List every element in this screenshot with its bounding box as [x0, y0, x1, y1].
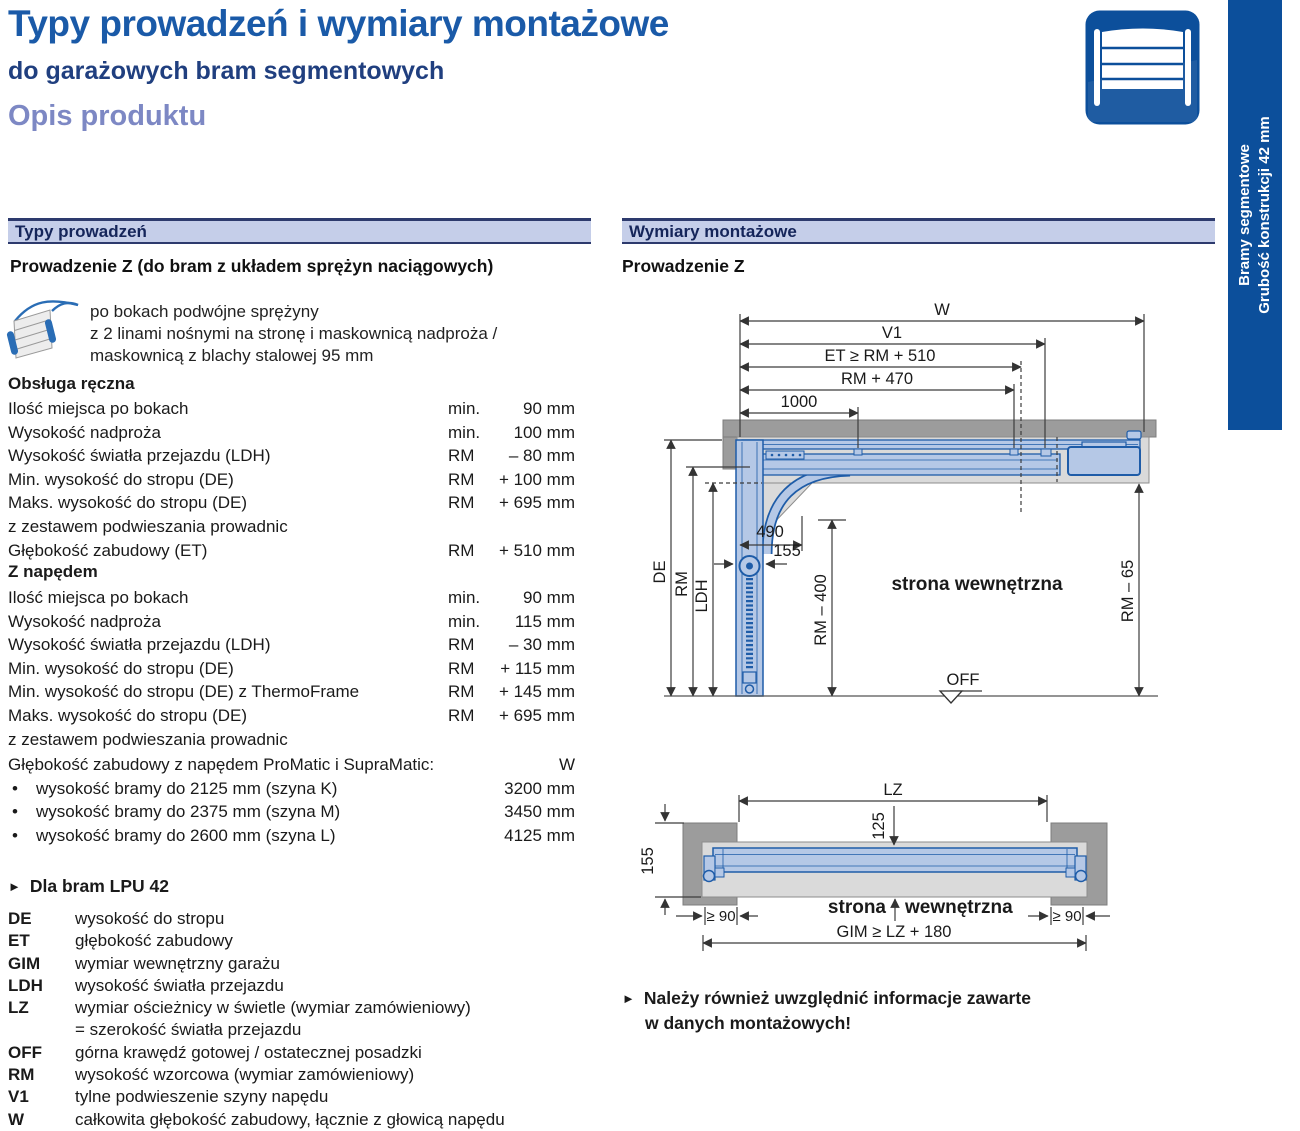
row-value: + 145 mm [498, 682, 575, 702]
row-label: Ilość miejsca po bokach [8, 588, 189, 607]
door-panel [736, 440, 763, 696]
legend-abbr: LZ [8, 998, 29, 1018]
legend-row [8, 908, 505, 930]
tilting-door-icon [4, 294, 82, 379]
row-value: + 100 mm [498, 469, 575, 489]
right-subheading: Prowadzenie Z [622, 256, 745, 276]
bullet-icon: • [12, 802, 18, 822]
table-row [8, 444, 575, 468]
row-ref: min. [448, 611, 481, 631]
list-item [8, 800, 575, 824]
manual-section-title: Obsługa ręczna [8, 374, 135, 393]
legend-row [8, 1109, 505, 1131]
abbreviation-legend [8, 908, 505, 1131]
note-line2: w danych montażowych! [645, 1013, 852, 1033]
triangle-marker-icon: ► [622, 991, 635, 1006]
row-label: wysokość bramy do 2600 mm (szyna L) [36, 825, 336, 845]
table-row-continuation [8, 728, 575, 752]
table-row [8, 657, 575, 681]
table-row [8, 539, 575, 563]
page-subtitle: do garażowych bram segmentowych [8, 57, 445, 85]
list-item [8, 777, 575, 801]
legend-desc: wymiar ościeżnicy w świetle (wymiar zamówieniowy) [75, 998, 471, 1018]
depth-table [8, 753, 575, 847]
legend-row [8, 930, 505, 952]
row-value: + 695 mm [498, 705, 575, 725]
dim-label-ge90-right: ≥ 90 [1052, 908, 1082, 925]
legend-row [8, 1064, 505, 1086]
depth-intro: Głębokość zabudowy z napędem ProMatic i SupraMatic: [8, 755, 435, 774]
note-line1 [622, 986, 1031, 1011]
drive-section-title: Z napędem [8, 562, 98, 581]
row-value: 100 mm [513, 422, 575, 442]
legend-row-continuation [8, 1019, 505, 1041]
dim-label-v1: V1 [881, 324, 903, 342]
row-label: z zestawem podwieszania prowadnic [8, 729, 288, 749]
bullet-icon: • [12, 778, 18, 798]
track-description-line3: maskownicą z blachy stalowej 95 mm [90, 346, 374, 365]
row-ref: RM [448, 469, 475, 489]
row-ref: RM [448, 682, 475, 702]
legend-row [8, 953, 505, 975]
legend-row [8, 997, 505, 1019]
depth-intro-row [8, 753, 575, 777]
inner-side-label: strona wewnętrzna [891, 574, 1063, 595]
dim-label-1000: 1000 [780, 393, 818, 411]
legend-abbr: ET [8, 931, 30, 951]
row-label: Wysokość nadproża [8, 422, 161, 442]
plan-section-diagram [640, 778, 1110, 963]
row-ref: RM [448, 493, 475, 513]
row-label: wysokość bramy do 2375 mm (szyna M) [36, 802, 341, 822]
legend-abbr [8, 1019, 75, 1041]
legend-desc: wymiar wewnętrzny garażu [75, 953, 281, 973]
row-label: Wysokość nadproża [8, 611, 161, 631]
table-row [8, 704, 575, 728]
legend-abbr: V1 [8, 1087, 29, 1107]
row-ref: RM [448, 446, 475, 466]
depth-col-header: W [558, 755, 575, 774]
table-row [8, 680, 575, 704]
row-ref: min. [448, 588, 481, 607]
dim-label-155: 155 [773, 542, 801, 560]
row-value: 90 mm [523, 588, 575, 607]
row-ref: min. [448, 399, 481, 418]
legend-desc: górna krawędź gotowej / ostatecznej posadzki [75, 1042, 422, 1062]
page-title: Typy prowadzeń i wymiary montażowe [8, 3, 669, 44]
row-label: wysokość bramy do 2125 mm (szyna K) [36, 778, 338, 798]
legend-row [8, 975, 505, 997]
inner-side-label-2: wewnętrzna [905, 897, 1013, 918]
row-value: 4125 mm [504, 825, 575, 845]
side-section-diagram [640, 298, 1170, 719]
dim-label-gim: GIM ≥ LZ + 180 [836, 923, 952, 941]
dim-label-lz: LZ [883, 781, 903, 799]
track-description [90, 301, 497, 367]
manual-spec-table [8, 397, 575, 562]
dim-label-ldh: LDH [693, 579, 711, 613]
edge-tab-line1: Bramy segmentowe [1236, 144, 1253, 286]
legend-abbr: W [8, 1109, 25, 1129]
legend-desc: głębokość zabudowy [75, 931, 233, 951]
inner-side-label-1: strona [827, 897, 886, 918]
dim-label-ge90-left: ≥ 90 [706, 908, 736, 925]
dim-label-rm: RM [673, 571, 691, 597]
table-row [8, 610, 575, 634]
note-line1-text: Należy również uwzględnić informacje zawarte [643, 988, 1031, 1008]
row-label: Ilość miejsca po bokach [8, 399, 189, 418]
row-ref: min. [448, 422, 481, 442]
table-row [8, 633, 575, 657]
row-value: 3450 mm [504, 802, 575, 822]
row-value: + 115 mm [500, 658, 575, 678]
legend-abbr: DE [8, 909, 32, 928]
legend-desc: = szerokość światła przejazdu [75, 1020, 302, 1040]
legend-row [8, 1086, 505, 1108]
triangle-marker-icon: ► [8, 879, 21, 894]
row-value: – 30 mm [508, 635, 575, 655]
legend-desc: całkowita głębokość zabudowy, łącznie z głowicą napędu [75, 1109, 505, 1129]
legend-abbr: OFF [8, 1042, 42, 1062]
legend-desc: tylne podwieszenie szyny napędu [75, 1087, 329, 1107]
row-label: Wysokość światła przejazdu (LDH) [8, 446, 271, 466]
off-datum-label: OFF [946, 671, 980, 689]
dim-label-w: W [934, 301, 950, 319]
row-label: Maks. wysokość do stropu (DE) [8, 705, 248, 725]
row-label: Maks. wysokość do stropu (DE) [8, 493, 248, 513]
row-label: Min. wysokość do stropu (DE) z ThermoFrame [8, 682, 360, 702]
dim-label-de: DE [651, 560, 669, 584]
dim-label-125: 125 [870, 812, 888, 840]
legend-desc: wysokość do stropu [75, 909, 225, 928]
legend-desc: wysokość wzorcowa (wymiar zamówieniowy) [75, 1065, 415, 1085]
row-ref: RM [448, 635, 475, 655]
bullet-icon: • [12, 825, 18, 845]
section-heading-opis-produktu: Opis produktu [8, 100, 207, 132]
table-row [8, 397, 575, 421]
edge-tab-label [1235, 0, 1279, 430]
row-label: Min. wysokość do stropu (DE) [8, 469, 234, 489]
table-row [8, 468, 575, 492]
legend-row [8, 1042, 505, 1064]
table-row-continuation [8, 515, 575, 539]
track-description-line1: po bokach podwójne sprężyny [90, 302, 319, 321]
legend-desc: wysokość światła przejazdu [75, 975, 284, 995]
section-bar-wymiary-montazowe: Wymiary montażowe [622, 218, 1215, 244]
row-value: 90 mm [523, 399, 575, 418]
row-value: + 695 mm [498, 493, 575, 513]
row-value: – 80 mm [508, 446, 575, 466]
legend-abbr: LDH [8, 975, 43, 995]
track-description-line2: z 2 linami nośnymi na stronę i maskownicą nadproża / [90, 324, 498, 343]
row-label: Min. wysokość do stropu (DE) [8, 658, 234, 678]
dim-label-155-plan: 155 [640, 847, 657, 875]
table-row [8, 586, 575, 610]
legend-abbr: RM [8, 1065, 35, 1085]
row-ref: RM [448, 540, 475, 560]
row-label: Wysokość światła przejazdu (LDH) [8, 635, 271, 655]
row-value: + 510 mm [498, 540, 575, 560]
edge-tab-line2: Grubość konstrukcji 42 mm [1256, 116, 1273, 314]
lpu-note [8, 876, 169, 897]
row-label: Głębokość zabudowy (ET) [8, 540, 208, 560]
row-value: 3200 mm [504, 778, 575, 798]
dim-label-rm400: RM – 400 [812, 574, 830, 646]
row-value: 115 mm [514, 611, 575, 631]
left-subheading: Prowadzenie Z (do bram z układem sprężyn naciągowych) [10, 256, 494, 276]
installation-data-note [622, 986, 1031, 1035]
section-bar-typy-prowadzen: Typy prowadzeń [8, 218, 591, 244]
table-row [8, 491, 575, 515]
lpu-note-text: Dla bram LPU 42 [29, 876, 169, 896]
sectional-door-icon [1085, 10, 1200, 130]
row-ref: RM [448, 658, 475, 678]
row-label: z zestawem podwieszania prowadnic [8, 516, 288, 536]
table-row [8, 421, 575, 445]
list-item [8, 824, 575, 848]
row-ref: RM [448, 705, 475, 725]
drive-spec-table [8, 586, 575, 751]
dim-label-rm65: RM – 65 [1119, 559, 1137, 623]
dim-label-490: 490 [756, 523, 784, 541]
dim-label-rm470: RM + 470 [841, 370, 913, 388]
dim-label-et: ET ≥ RM + 510 [824, 347, 936, 365]
legend-abbr: GIM [8, 953, 41, 973]
